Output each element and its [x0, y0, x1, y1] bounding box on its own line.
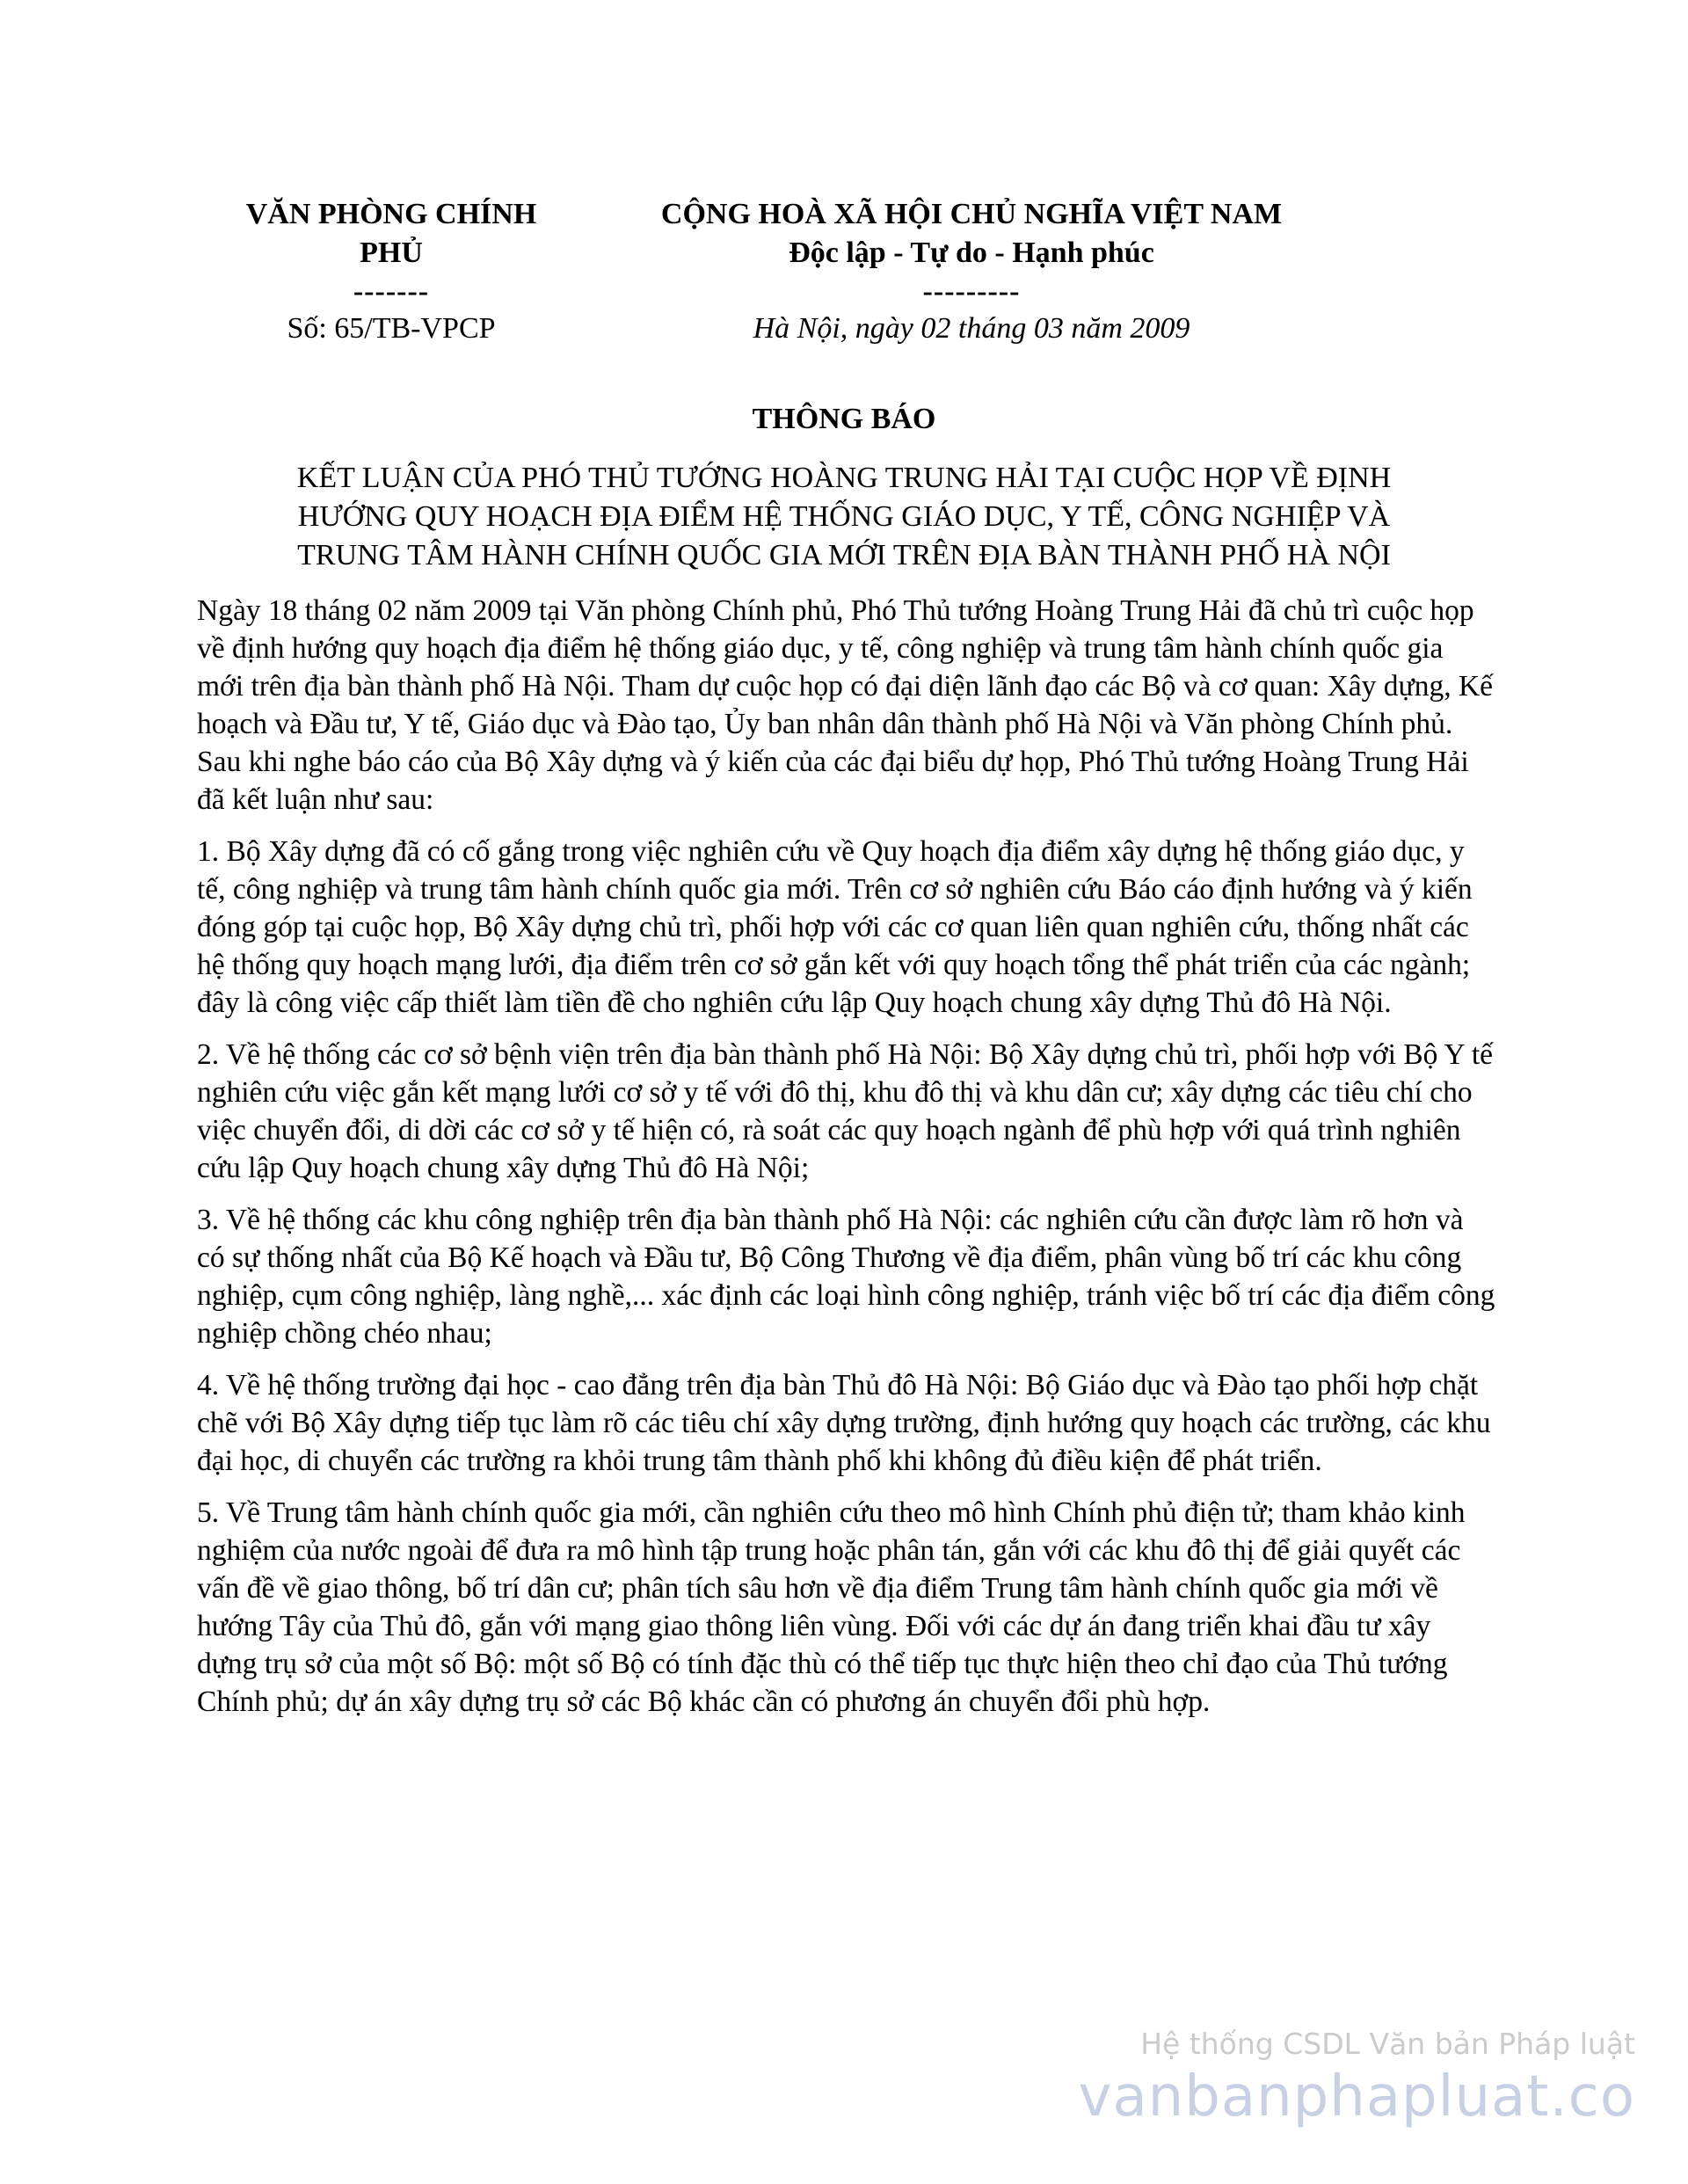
subtitle-line-3: TRUNG TÂM HÀNH CHÍNH QUỐC GIA MỚI TRÊN ĐỊA BÀN THÀNH PHỐ HÀ NỘI	[297, 539, 1391, 571]
nation-name: CỘNG HOÀ XÃ HỘI CHỦ NGHĨA VIỆT NAM	[660, 198, 1283, 230]
place-date: Hà Nội, ngày 02 tháng 03 năm 2009	[753, 312, 1190, 345]
paragraph-item-3: 3. Về hệ thống các khu công nghiệp trên địa bàn thành phố Hà Nội: các nghiên cứu cần được làm rõ hơn và có sự thống nhất của Bộ Kế hoạch và Đầu tư, Bộ Công Thương về địa điểm, phân vùng bố trí các khu công nghiệp, cụm công nghiệp, làng nghề,... xác định các loại hình công nghiệp, tránh việc bố trí các địa điểm công nghiệp chồng chéo nhau;	[197, 1204, 1495, 1350]
intro-paragraph: Ngày 18 tháng 02 năm 2009 tại Văn phòng Chính phủ, Phó Thủ tướng Hoàng Trung Hải đã chủ trì cuộc họp về định hướng quy hoạch địa điểm hệ thống giáo dục, y tế, công nghiệp và trung tâm hành chính quốc gia mới trên địa bàn thành phố Hà Nội. Tham dự cuộc họp có đại diện lãnh đạo các Bộ và cơ quan: Xây dựng, Kế hoạch và Đầu tư, Y tế, Giáo dục và Đào tạo, Ủy ban nhân dân thành phố Hà Nội và Văn phòng Chính phủ. Sau khi nghe báo cáo của Bộ Xây dựng và ý kiến của các đại biểu dự họp, Phó Thủ tướng Hoàng Trung Hải đã kết luận như sau:	[197, 594, 1493, 816]
watermark	[1079, 2027, 1635, 2129]
document-body	[197, 592, 1496, 1735]
subtitle-line-1: KẾT LUẬN CỦA PHÓ THỦ TƯỚNG HOÀNG TRUNG HẢI TẠI CUỘC HỌP VỀ ĐỊNH	[296, 462, 1392, 494]
paragraph-item-1: 1. Bộ Xây dựng đã có cố gắng trong việc nghiên cứu về Quy hoạch địa điểm xây dựng hệ thống giáo dục, y tế, công nghiệp và trung tâm hành chính quốc gia mới. Trên cơ sở nghiên cứu Báo cáo định hướng và ý kiến đóng góp tại cuộc họp, Bộ Xây dựng chủ trì, phối hợp với các cơ quan liên quan nghiên cứu, thống nhất các hệ thống quy hoạch mạng lưới, địa điểm trên cơ sở gắn kết với quy hoạch tổng thể phát triển của các ngành; đây là công việc cấp thiết làm tiền đề cho nghiên cứu lập Quy hoạch chung xây dựng Thủ đô Hà Nội.	[197, 835, 1473, 1019]
motto: Độc lập - Tự do - Hạnh phúc	[789, 237, 1154, 269]
document-subtitle	[211, 459, 1477, 575]
watermark-site: vanbanphapluat.co	[1078, 2064, 1635, 2129]
document-number: Số: 65/TB-VPCP	[287, 312, 496, 345]
agency-line-1: VĂN PHÒNG CHÍNH	[245, 198, 537, 230]
agency-divider: -------	[353, 275, 430, 308]
subtitle-line-2: HƯỚNG QUY HOẠCH ĐỊA ĐIỂM HỆ THỐNG GIÁO DỤC, Y TẾ, CÔNG NGHIỆP VÀ	[297, 500, 1391, 533]
document-title: THÔNG BÁO	[752, 403, 936, 435]
paragraph-item-5: 5. Về Trung tâm hành chính quốc gia mới, cần nghiên cứu theo mô hình Chính phủ điện tử; tham khảo kinh nghiệm của nước ngoài để đưa ra mô hình tập trung hoặc phân tán, gắn với các khu đô thị để giải quyết các vấn đề về giao thông, bố trí dân cư; phân tích sâu hơn về địa điểm Trung tâm hành chính quốc gia mới về hướng Tây của Thủ đô, gắn với mạng giao thông liên vùng. Đối với các dự án đang triển khai đầu tư xây dựng trụ sở của một số Bộ: một số Bộ có tính đặc thù có thể tiếp tục thực hiện theo chỉ đạo của Thủ tướng Chính phủ; dự án xây dựng trụ sở các Bộ khác cần có phương án chuyển đổi phù hợp.	[197, 1496, 1466, 1718]
issuing-agency	[224, 195, 558, 311]
watermark-caption: Hệ thống CSDL Văn bản Pháp luật	[1140, 2027, 1635, 2061]
motto-divider: ---------	[922, 275, 1021, 308]
paragraph-item-2: 2. Về hệ thống các cơ sở bệnh viện trên địa bàn thành phố Hà Nội: Bộ Xây dựng chủ trì, phối hợp với Bộ Y tế nghiên cứu việc gắn kết mạng lưới cơ sở y tế với đô thị, khu đô thị và khu dân cư; xây dựng các tiêu chí cho việc chuyển đổi, di dời các cơ sở y tế hiện có, rà soát các quy hoạch ngành để phù hợp với quá trình nghiên cứu lập Quy hoạch chung xây dựng Thủ đô Hà Nội;	[197, 1038, 1494, 1184]
agency-line-2: PHỦ	[360, 237, 423, 269]
national-motto	[607, 195, 1336, 311]
paragraph-item-4: 4. Về hệ thống trường đại học - cao đẳng trên địa bàn Thủ đô Hà Nội: Bộ Giáo dục và Đào tạo phối hợp chặt chẽ với Bộ Xây dựng tiếp tục làm rõ các tiêu chí xây dựng trường, định hướng quy hoạch các trường, các khu đại học, di chuyển các trường ra khỏi trung tâm thành phố khi không đủ điều kiện để phát triển.	[197, 1369, 1491, 1477]
